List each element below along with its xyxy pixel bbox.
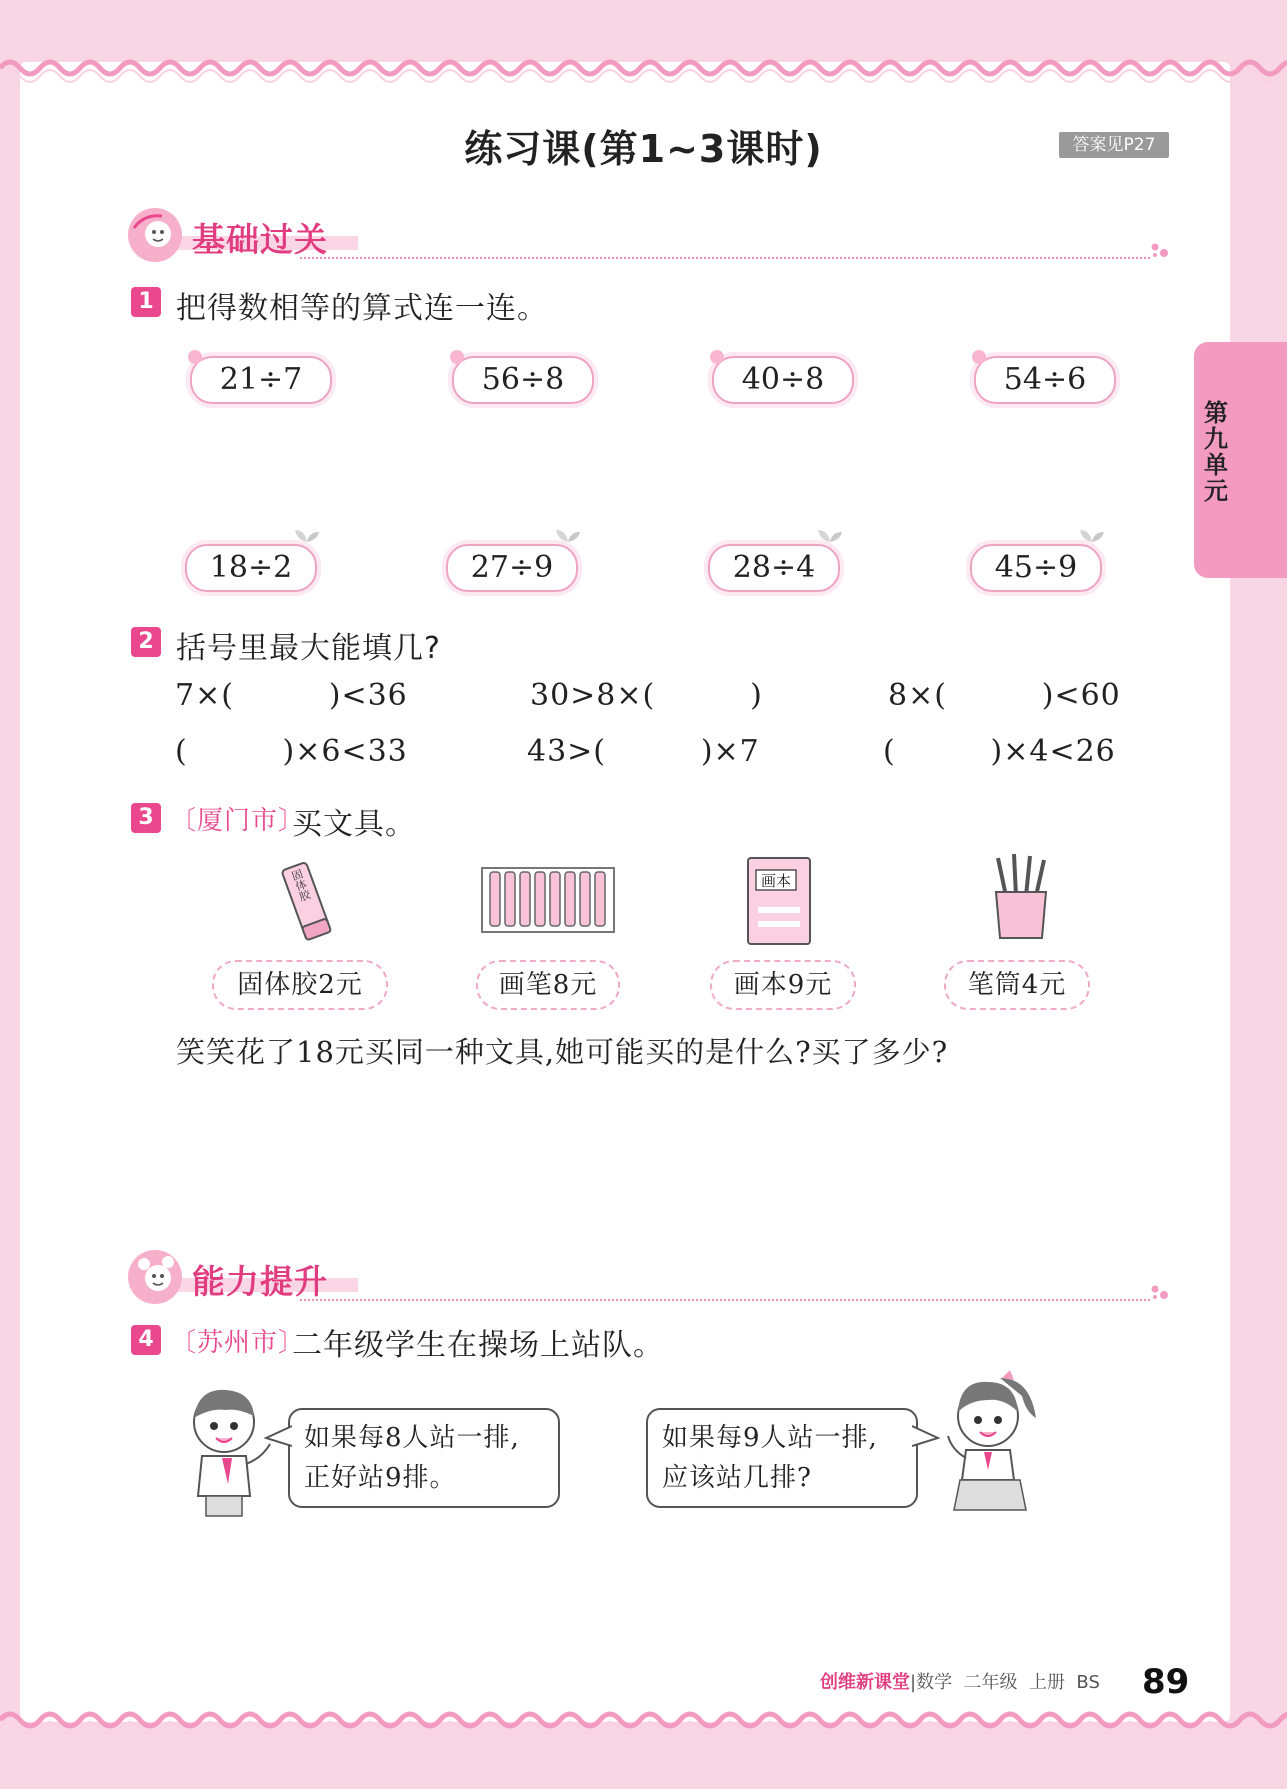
expression-card[interactable]: 54÷6: [974, 356, 1116, 404]
leaf-icon: [1079, 528, 1105, 544]
flower-icon: [188, 350, 202, 364]
section-mascot-icon: [128, 208, 182, 262]
price-tag: 固体胶2元: [212, 960, 388, 1010]
footer-brand: 创维新课堂: [820, 1672, 910, 1693]
section-title-advanced: 能力提升: [192, 1262, 328, 1301]
inequality-expression: 7×( )<36: [175, 678, 408, 713]
expression-card[interactable]: 18÷2: [185, 544, 317, 592]
bottom-wave-border: [0, 1700, 1287, 1740]
question-4-text: 二年级学生在操场上站队。: [292, 1328, 664, 1363]
inequality-expression: ( )×6<33: [175, 734, 408, 769]
price-tag: 画本9元: [710, 960, 856, 1010]
footer-info: [820, 1668, 1100, 1694]
flower-icon: [450, 350, 464, 364]
dots-icon: [1150, 1284, 1170, 1300]
question-number-1: 1: [131, 287, 161, 317]
price-tag: 笔筒4元: [944, 960, 1090, 1010]
boy-character-icon: [178, 1380, 280, 1520]
question-1-text: 把得数相等的算式连一连。: [176, 291, 548, 326]
flower-icon: [710, 350, 724, 364]
unit-side-tab-label: 第九单元: [1204, 399, 1228, 505]
flower-icon: [972, 350, 986, 364]
question-number-3: 3: [131, 803, 161, 833]
expression-card[interactable]: 27÷9: [446, 544, 578, 592]
expression-card[interactable]: 40÷8: [712, 356, 854, 404]
inequality-expression: ( )×4<26: [883, 734, 1116, 769]
glue-stick-icon: [262, 858, 352, 948]
girl-character-icon: [936, 1360, 1046, 1520]
sketchbook-cover-label: 画本: [760, 872, 792, 890]
inequality-expression: 8×( )<60: [888, 678, 1121, 713]
question-3-text: 买文具。: [292, 807, 416, 842]
glue-stick-label: 固体胶: [288, 867, 313, 903]
leaf-icon: [294, 528, 320, 544]
speech-bubble-tail: [264, 1424, 292, 1448]
footer-book-info: 数学 二年级 上册 BS: [916, 1672, 1100, 1693]
question-4-source-tag: 〔苏州市〕: [170, 1328, 306, 1358]
dots-icon: [1150, 242, 1170, 258]
leaf-icon: [817, 528, 843, 544]
speech-bubble-girl: [646, 1408, 918, 1508]
page-title: 练习课(第1~3课时): [464, 127, 823, 171]
expression-card[interactable]: 56÷8: [452, 356, 594, 404]
expression-card[interactable]: 45÷9: [970, 544, 1102, 592]
question-3-source-tag: 〔厦门市〕: [170, 806, 306, 836]
speech-line: 应该站几排?: [662, 1463, 812, 1493]
paintbrush-set-icon: [480, 864, 616, 936]
section-mascot-icon: [128, 1250, 182, 1304]
inequality-expression: 30>8×( ): [530, 678, 763, 713]
speech-line: 如果每8人站一排,: [304, 1423, 520, 1453]
section-title-basic: 基础过关: [192, 220, 328, 259]
leaf-icon: [555, 528, 581, 544]
question-2-text: 括号里最大能填几?: [176, 631, 441, 666]
expression-card[interactable]: 28÷4: [708, 544, 840, 592]
page-number: 89: [1142, 1662, 1190, 1702]
speech-bubble-boy: [288, 1408, 560, 1508]
question-number-2: 2: [131, 627, 161, 657]
expression-card[interactable]: 21÷7: [190, 356, 332, 404]
footer-separator: |: [910, 1672, 917, 1693]
answer-reference-badge: 答案见P27: [1059, 132, 1169, 158]
speech-line: 正好站9排。: [304, 1463, 457, 1493]
speech-line: 如果每9人站一排,: [662, 1423, 878, 1453]
inequality-expression: 43>( )×7: [527, 734, 760, 769]
question-number-4: 4: [131, 1325, 161, 1355]
price-tag: 画笔8元: [476, 960, 620, 1010]
section-divider: [300, 257, 1150, 259]
sketchbook-icon: [744, 856, 816, 948]
question-3-prompt: 笑笑花了18元买同一种文具,她可能买的是什么?买了多少?: [176, 1035, 949, 1069]
section-divider: [300, 1299, 1150, 1301]
pen-holder-icon: [986, 852, 1056, 944]
top-wave-border: [0, 48, 1287, 88]
